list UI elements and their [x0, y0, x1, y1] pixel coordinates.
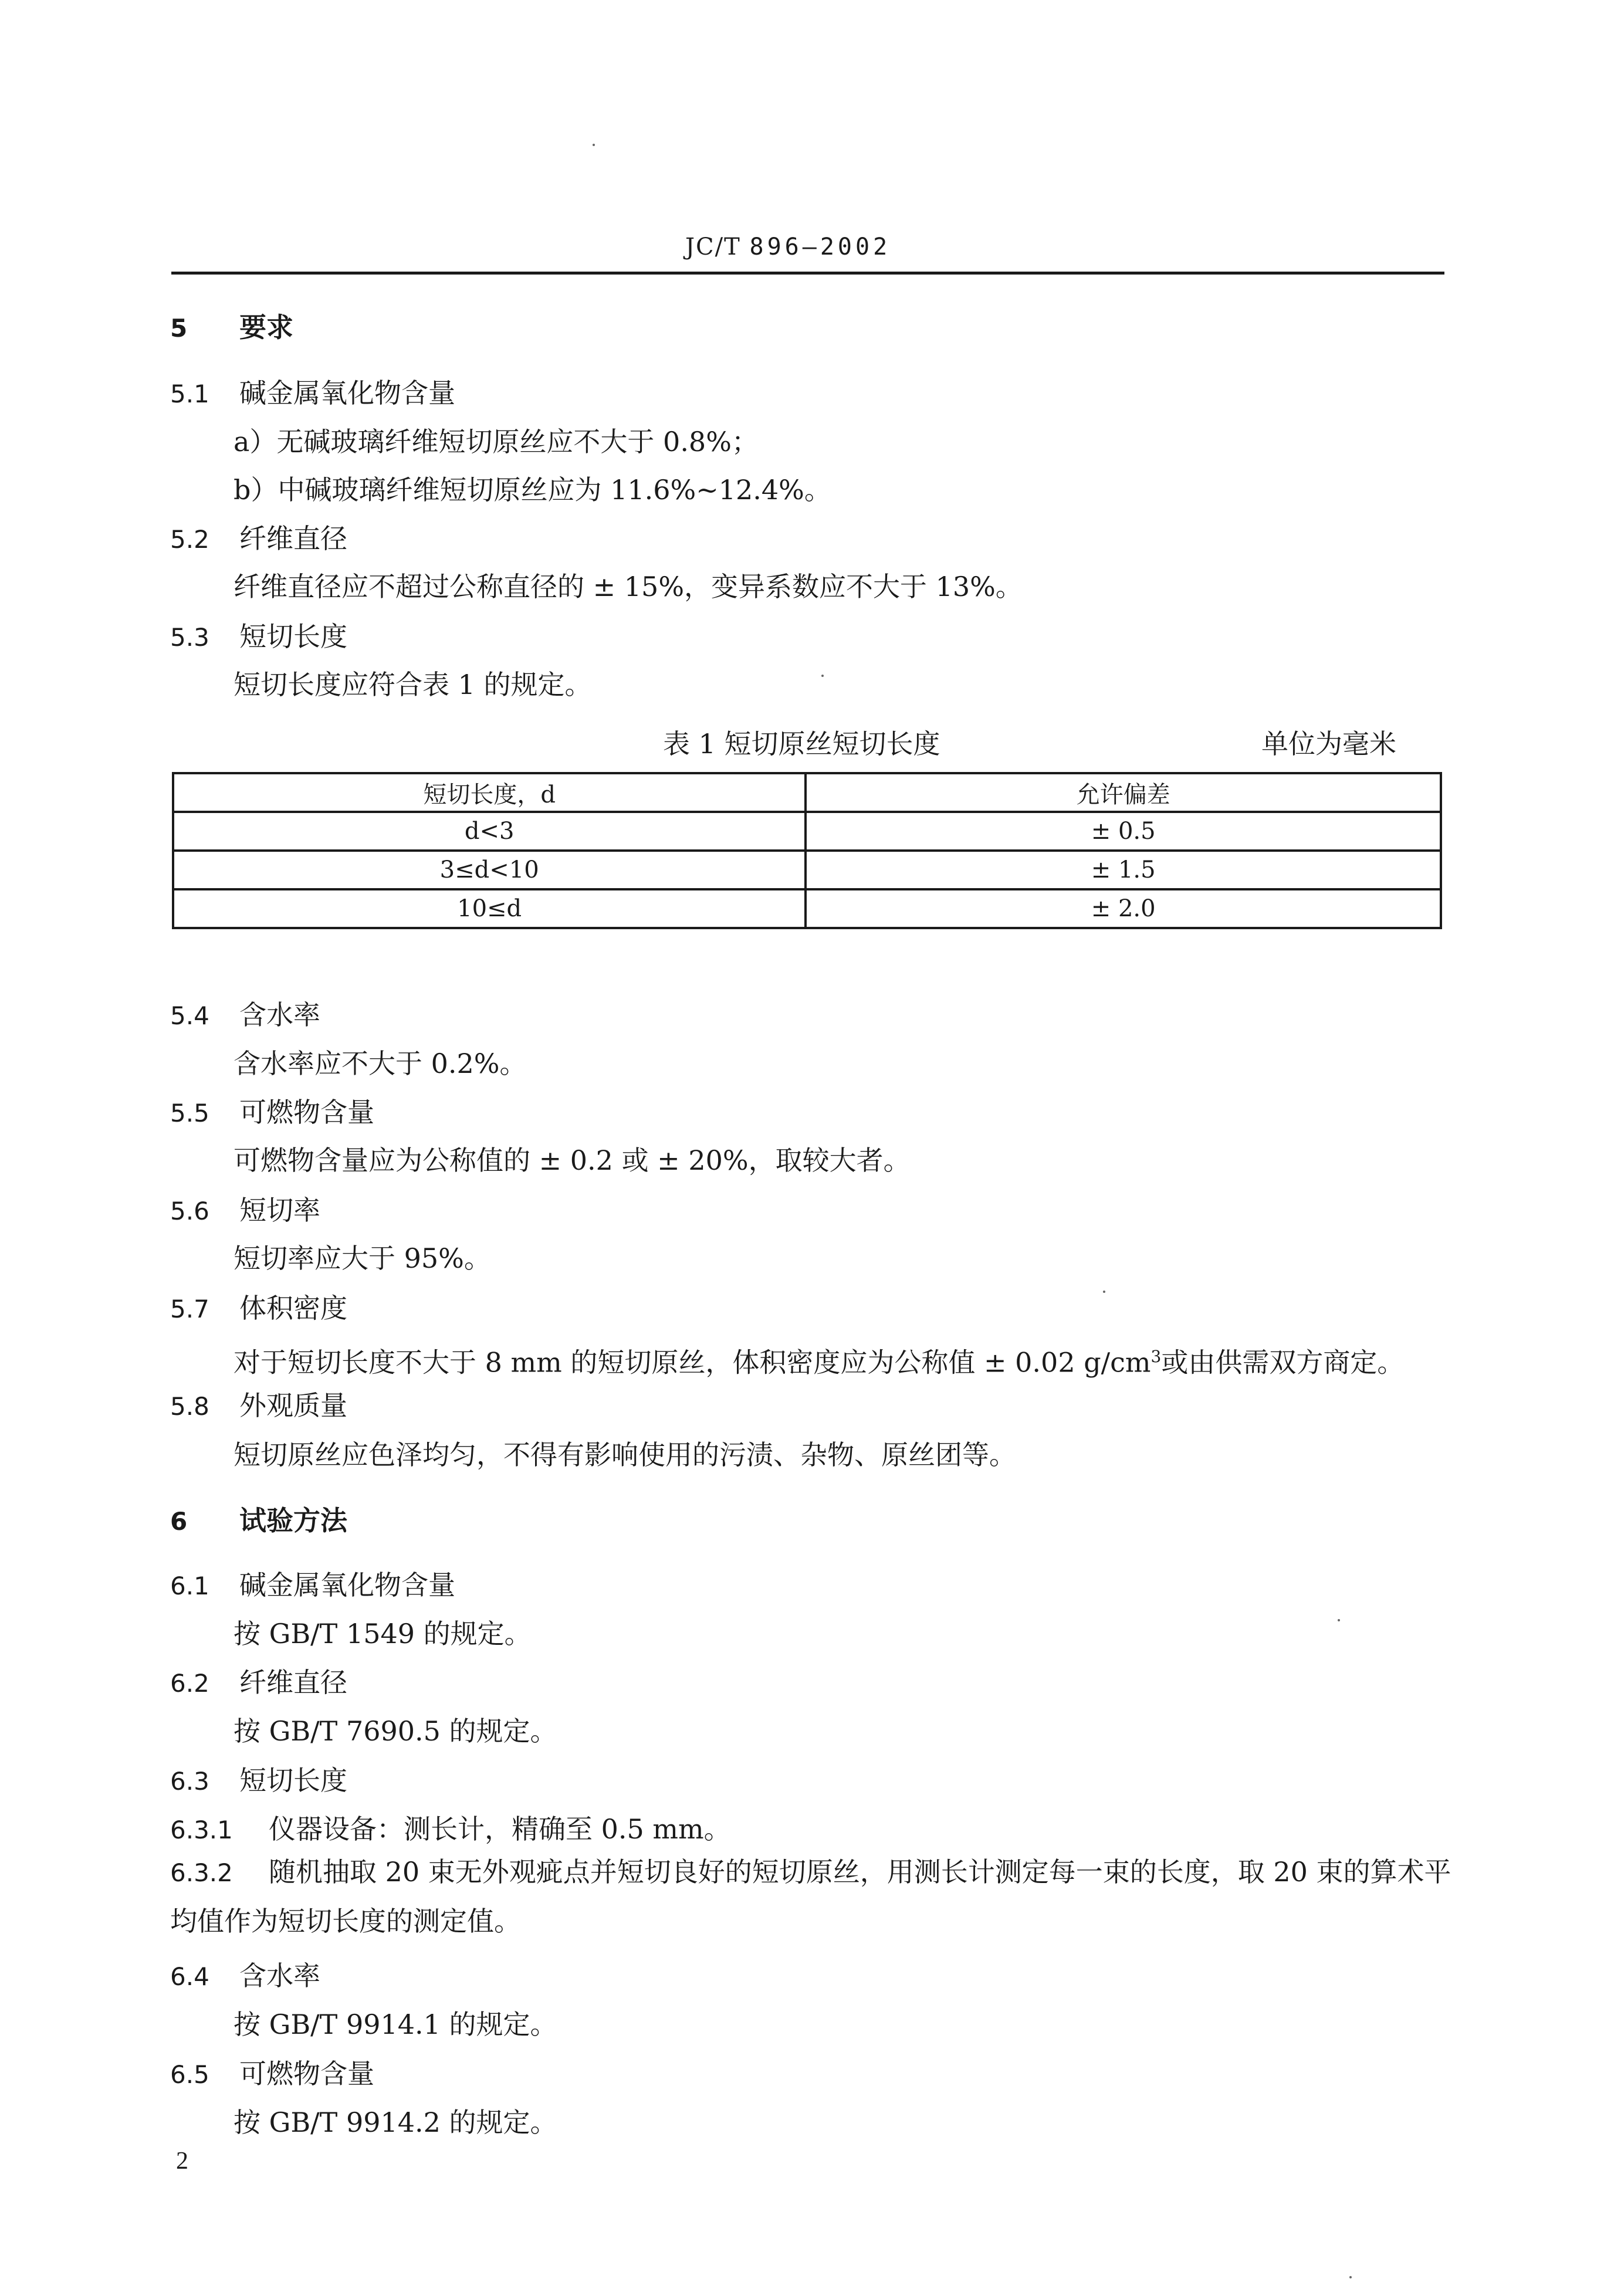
clause-text: 随机抽取 20 束无外观疵点并短切良好的短切原丝，用测长计测定每一束的长度，取 20 束的算术平均值作为短切长度的测定值。 — [170, 1856, 1451, 1937]
clause-5-1-heading — [170, 375, 455, 412]
clause-5-5-heading — [170, 1095, 374, 1131]
clause-number: 6.3.1 — [170, 1816, 233, 1844]
clause-text: 仪器设备：测长计，精确至 0.5 mm。 — [269, 1813, 731, 1845]
clause-6-3-1 — [170, 1811, 731, 1848]
standard-code-prefix: JC/T — [685, 233, 741, 260]
table-row — [173, 851, 1441, 889]
table-row — [173, 889, 1441, 928]
table-cell: 3≤d<10 — [173, 851, 806, 889]
page-number: 2 — [176, 2148, 188, 2175]
clause-title: 短切率 — [239, 1194, 320, 1226]
scan-speck — [821, 675, 824, 677]
clause-5-6-text: 短切率应大于 95%。 — [234, 1242, 491, 1274]
clause-6-1-text: 按 GB/T 1549 的规定。 — [234, 1618, 532, 1650]
standard-code — [685, 233, 891, 260]
table-cell: ± 2.0 — [806, 889, 1441, 928]
clause-number: 5.6 — [170, 1197, 209, 1225]
table-cell: 10≤d — [173, 889, 806, 928]
clause-6-5-text: 按 GB/T 9914.2 的规定。 — [234, 2107, 557, 2138]
scan-speck — [593, 144, 595, 146]
clause-6-3-2 — [170, 1848, 1455, 1945]
section-number: 5 — [170, 314, 188, 343]
section-6-heading — [170, 1503, 347, 1539]
clause-5-7-text-main: 对于短切长度不大于 8 mm 的短切原丝，体积密度应为公称值 ± 0.02 g/cm — [234, 1346, 1151, 1379]
table-cell: ± 0.5 — [806, 812, 1441, 851]
clause-number: 5.1 — [170, 380, 209, 408]
clause-5-5-text: 可燃物含量应为公称值的 ± 0.2 或 ± 20%，取较大者。 — [234, 1144, 911, 1176]
clause-5-1-item-b: b）中碱玻璃纤维短切原丝应为 11.6%~12.4%。 — [234, 474, 831, 506]
clause-number: 6.3.2 — [170, 1858, 233, 1887]
clause-number: 6.4 — [170, 1962, 209, 1991]
clause-title: 可燃物含量 — [239, 1096, 374, 1128]
table-header-cell: 允许偏差 — [806, 773, 1441, 812]
table-1 — [172, 772, 1442, 929]
clause-title: 含水率 — [239, 1960, 320, 1992]
clause-6-4-text: 按 GB/T 9914.1 的规定。 — [234, 2009, 557, 2040]
clause-title: 短切长度 — [239, 1765, 347, 1796]
section-5-heading — [170, 310, 293, 346]
clause-5-7-heading — [170, 1291, 347, 1327]
clause-5-8-heading — [170, 1388, 347, 1424]
clause-number: 5.8 — [170, 1392, 209, 1421]
scan-speck — [1103, 1291, 1105, 1293]
clause-5-3-heading — [170, 619, 347, 655]
clause-6-1-heading — [170, 1567, 455, 1604]
section-number: 6 — [170, 1507, 188, 1536]
clause-title: 纤维直径 — [239, 523, 347, 554]
section-title: 要求 — [239, 311, 293, 343]
clause-number: 5.5 — [170, 1099, 209, 1127]
header-rule — [171, 272, 1444, 275]
clause-title: 可燃物含量 — [239, 2058, 374, 2090]
clause-6-5-heading — [170, 2056, 374, 2092]
clause-number: 6.1 — [170, 1572, 209, 1600]
clause-title: 碱金属氧化物含量 — [239, 1569, 455, 1601]
clause-title: 短切长度 — [239, 621, 347, 652]
clause-5-3-text: 短切长度应符合表 1 的规定。 — [234, 669, 592, 700]
scan-speck — [1338, 1619, 1340, 1621]
clause-number: 6.2 — [170, 1669, 209, 1698]
clause-number: 5.7 — [170, 1295, 209, 1323]
clause-5-1-item-a: a）无碱玻璃纤维短切原丝应不大于 0.8%； — [234, 426, 759, 458]
clause-title: 碱金属氧化物含量 — [239, 377, 455, 409]
clause-title: 外观质量 — [239, 1390, 347, 1421]
clause-number: 5.2 — [170, 525, 209, 554]
table-header-row — [173, 773, 1441, 812]
table-cell: d<3 — [173, 812, 806, 851]
clause-6-2-heading — [170, 1665, 347, 1701]
clause-5-6-heading — [170, 1193, 320, 1229]
clause-6-3-heading — [170, 1763, 347, 1799]
table-caption: 表 1 短切原丝短切长度 — [663, 728, 940, 760]
table-header-cell: 短切长度，d — [173, 773, 806, 812]
clause-title: 含水率 — [239, 999, 320, 1031]
clause-5-7-text — [234, 1339, 1404, 1380]
table-unit: 单位为毫米 — [1261, 728, 1396, 760]
table-row — [173, 812, 1441, 851]
scan-speck — [1349, 2276, 1352, 2278]
standard-code-number: 896—2002 — [749, 233, 891, 260]
clause-5-4-heading — [170, 997, 320, 1034]
clause-5-7-text-tail: 或由供需双方商定。 — [1161, 1346, 1405, 1379]
clause-number: 6.3 — [170, 1767, 209, 1796]
table-cell: ± 1.5 — [806, 851, 1441, 889]
clause-number: 5.3 — [170, 623, 209, 652]
clause-number: 5.4 — [170, 1001, 209, 1030]
clause-title: 纤维直径 — [239, 1667, 347, 1698]
clause-6-2-text: 按 GB/T 7690.5 的规定。 — [234, 1715, 557, 1747]
clause-5-2-text: 纤维直径应不超过公称直径的 ± 15%，变异系数应不大于 13%。 — [234, 571, 1023, 602]
clause-5-4-text: 含水率应不大于 0.2%。 — [234, 1048, 527, 1079]
clause-5-2-heading — [170, 521, 347, 557]
section-title: 试验方法 — [239, 1505, 347, 1536]
clause-number: 6.5 — [170, 2060, 209, 2089]
clause-5-8-text: 短切原丝应色泽均匀，不得有影响使用的污渍、杂物、原丝团等。 — [234, 1439, 1016, 1471]
clause-title: 体积密度 — [239, 1292, 347, 1324]
superscript: 3 — [1150, 1347, 1162, 1366]
clause-6-4-heading — [170, 1958, 320, 1994]
